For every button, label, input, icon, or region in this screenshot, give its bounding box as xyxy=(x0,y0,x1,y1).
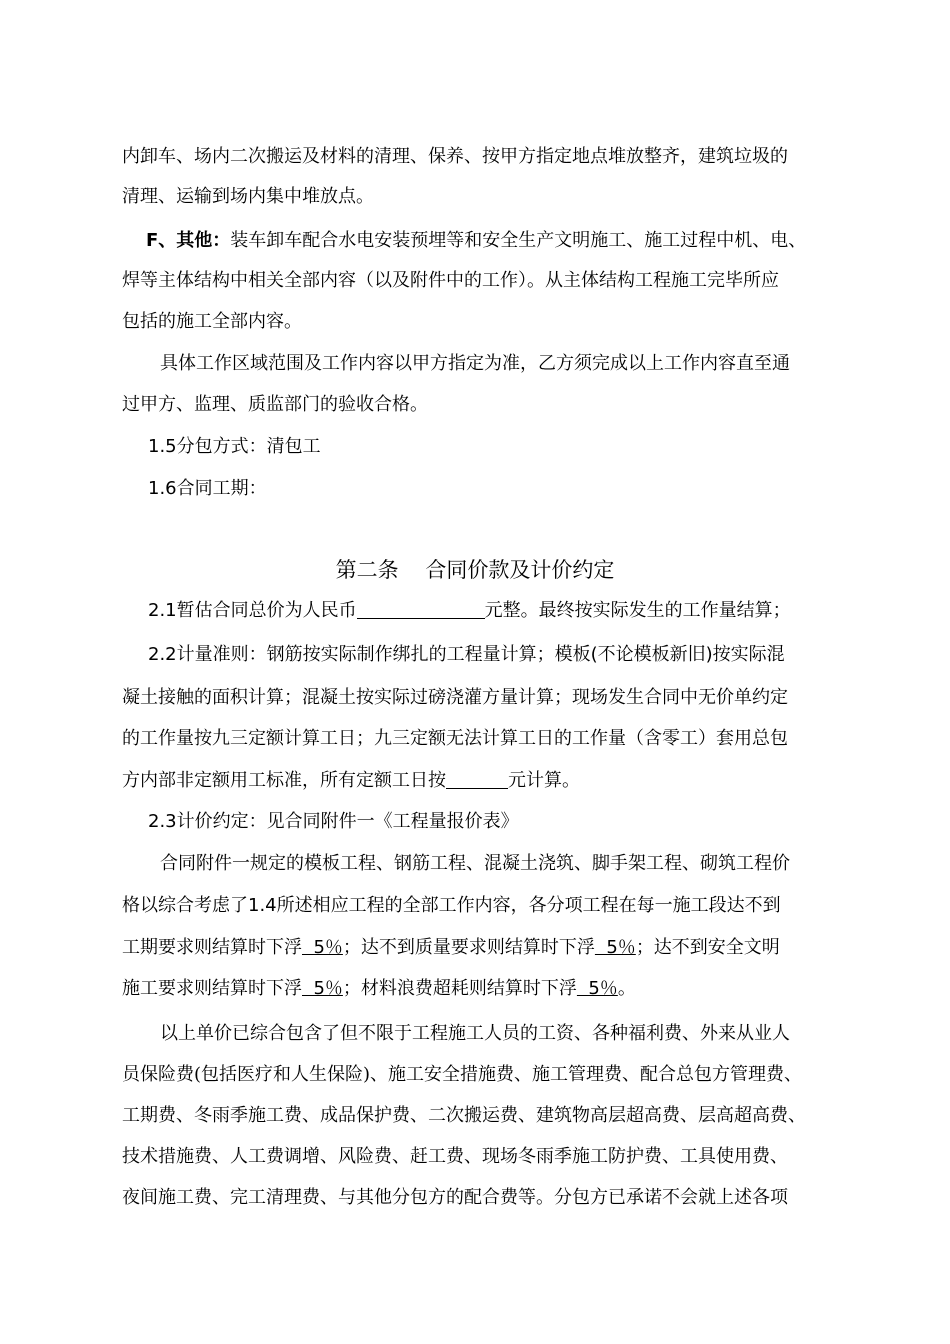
clause-2-1 xyxy=(148,599,842,623)
unit-price-line-3: 工期费、冬雨季施工费、成品保护费、二次搬运费、建筑物高层超高费、层高超高费、 xyxy=(122,1105,806,1126)
pricing-line-4-b: ；材料浪费超耗则结算时下浮 xyxy=(342,978,577,999)
scope-continued-line-2: 清理、运输到场内集中堆放点。 xyxy=(122,186,374,207)
clause-2-3: 2.3计价约定：见合同附件一《工程量报价表》 xyxy=(148,811,519,832)
pricing-line-4 xyxy=(122,977,842,1001)
workday-rate-blank xyxy=(446,770,508,789)
clause-2-2-line-4-end: 元计算。 xyxy=(508,770,580,791)
item-f-line-1 xyxy=(146,229,842,253)
unit-price-line-1: 以上单价已综合包含了但不限于工程施工人员的工资、各种福利费、外来从业人 xyxy=(160,1023,790,1044)
pricing-line-4-a: 施工要求则结算时下浮 xyxy=(122,978,302,999)
schedule-deduction-pct: 5％ xyxy=(302,937,343,958)
scope-note-line-1: 具体工作区域范围及工作内容以甲方指定为准，乙方须完成以上工作内容直至通 xyxy=(160,353,790,374)
material-deduction-pct: 5％ xyxy=(576,978,618,999)
article-2-heading: 第二条 合同价款及计价约定 xyxy=(335,558,615,582)
clause-2-2-line-1: 2.2计量准则：钢筋按实际制作绑扎的工程量计算；模板(不论模板新旧)按实际混 xyxy=(148,644,785,665)
item-f-line-2: 焊等主体结构中相关全部内容（以及附件中的工作）。从主体结构工程施工完毕所应 xyxy=(122,270,779,291)
pricing-line-3-c: ；达不到安全文明 xyxy=(635,937,780,958)
item-f-text: 装车卸车配合水电安装预埋等和安全生产文明施工、施工过程中机、电、 xyxy=(230,230,807,251)
clause-2-1-text-end: 元整。最终按实际发生的工作量结算； xyxy=(484,600,791,621)
safety-deduction-pct: 5％ xyxy=(302,978,343,999)
pricing-line-3-a: 工期要求则结算时下浮 xyxy=(122,937,302,958)
pricing-line-3 xyxy=(122,936,842,960)
pricing-line-4-c: 。 xyxy=(617,978,636,999)
clause-2-2-line-3: 的工作量按九三定额计算工日；九三定额无法计算工日的工作量（含零工）套用总包 xyxy=(122,728,788,749)
clause-2-2-line-4 xyxy=(122,769,842,793)
pricing-line-1: 合同附件一规定的模板工程、钢筋工程、混凝土浇筑、脚手架工程、砌筑工程价 xyxy=(160,853,790,874)
clause-2-1-text: 2.1暂估合同总价为人民币 xyxy=(148,600,357,621)
unit-price-line-4: 技术措施费、人工费调增、风险费、赶工费、现场冬雨季施工防护费、工具使用费、 xyxy=(122,1146,788,1167)
scope-continued-line-1: 内卸车、场内二次搬运及材料的清理、保养、按甲方指定地点堆放整齐，建筑垃圾的 xyxy=(122,146,788,167)
clause-2-2-line-4-text: 方内部非定额用工标准，所有定额工日按 xyxy=(122,770,446,791)
clause-1-6: 1.6合同工期： xyxy=(148,478,267,499)
item-f-label: F、其他： xyxy=(146,230,231,251)
pricing-line-3-b: ；达不到质量要求则结算时下浮 xyxy=(342,937,595,958)
pricing-line-2: 格以综合考虑了1.4所述相应工程的全部工作内容，各分项工程在每一施工段达不到 xyxy=(122,895,781,916)
clause-2-2-line-2: 凝土接触的面积计算；混凝土按实际过磅浇灌方量计算；现场发生合同中无价单约定 xyxy=(122,687,788,708)
quality-deduction-pct: 5％ xyxy=(594,937,636,958)
item-f-line-3: 包括的施工全部内容。 xyxy=(122,311,302,332)
unit-price-line-2: 员保险费(包括医疗和人生保险)、施工安全措施费、施工管理费、配合总包方管理费、 xyxy=(122,1064,803,1085)
clause-1-5: 1.5分包方式：清包工 xyxy=(148,436,321,457)
scope-note-line-2: 过甲方、监理、质监部门的验收合格。 xyxy=(122,394,428,415)
total-price-blank xyxy=(357,600,485,619)
unit-price-line-5: 夜间施工费、完工清理费、与其他分包方的配合费等。分包方已承诺不会就上述各项 xyxy=(122,1187,788,1208)
